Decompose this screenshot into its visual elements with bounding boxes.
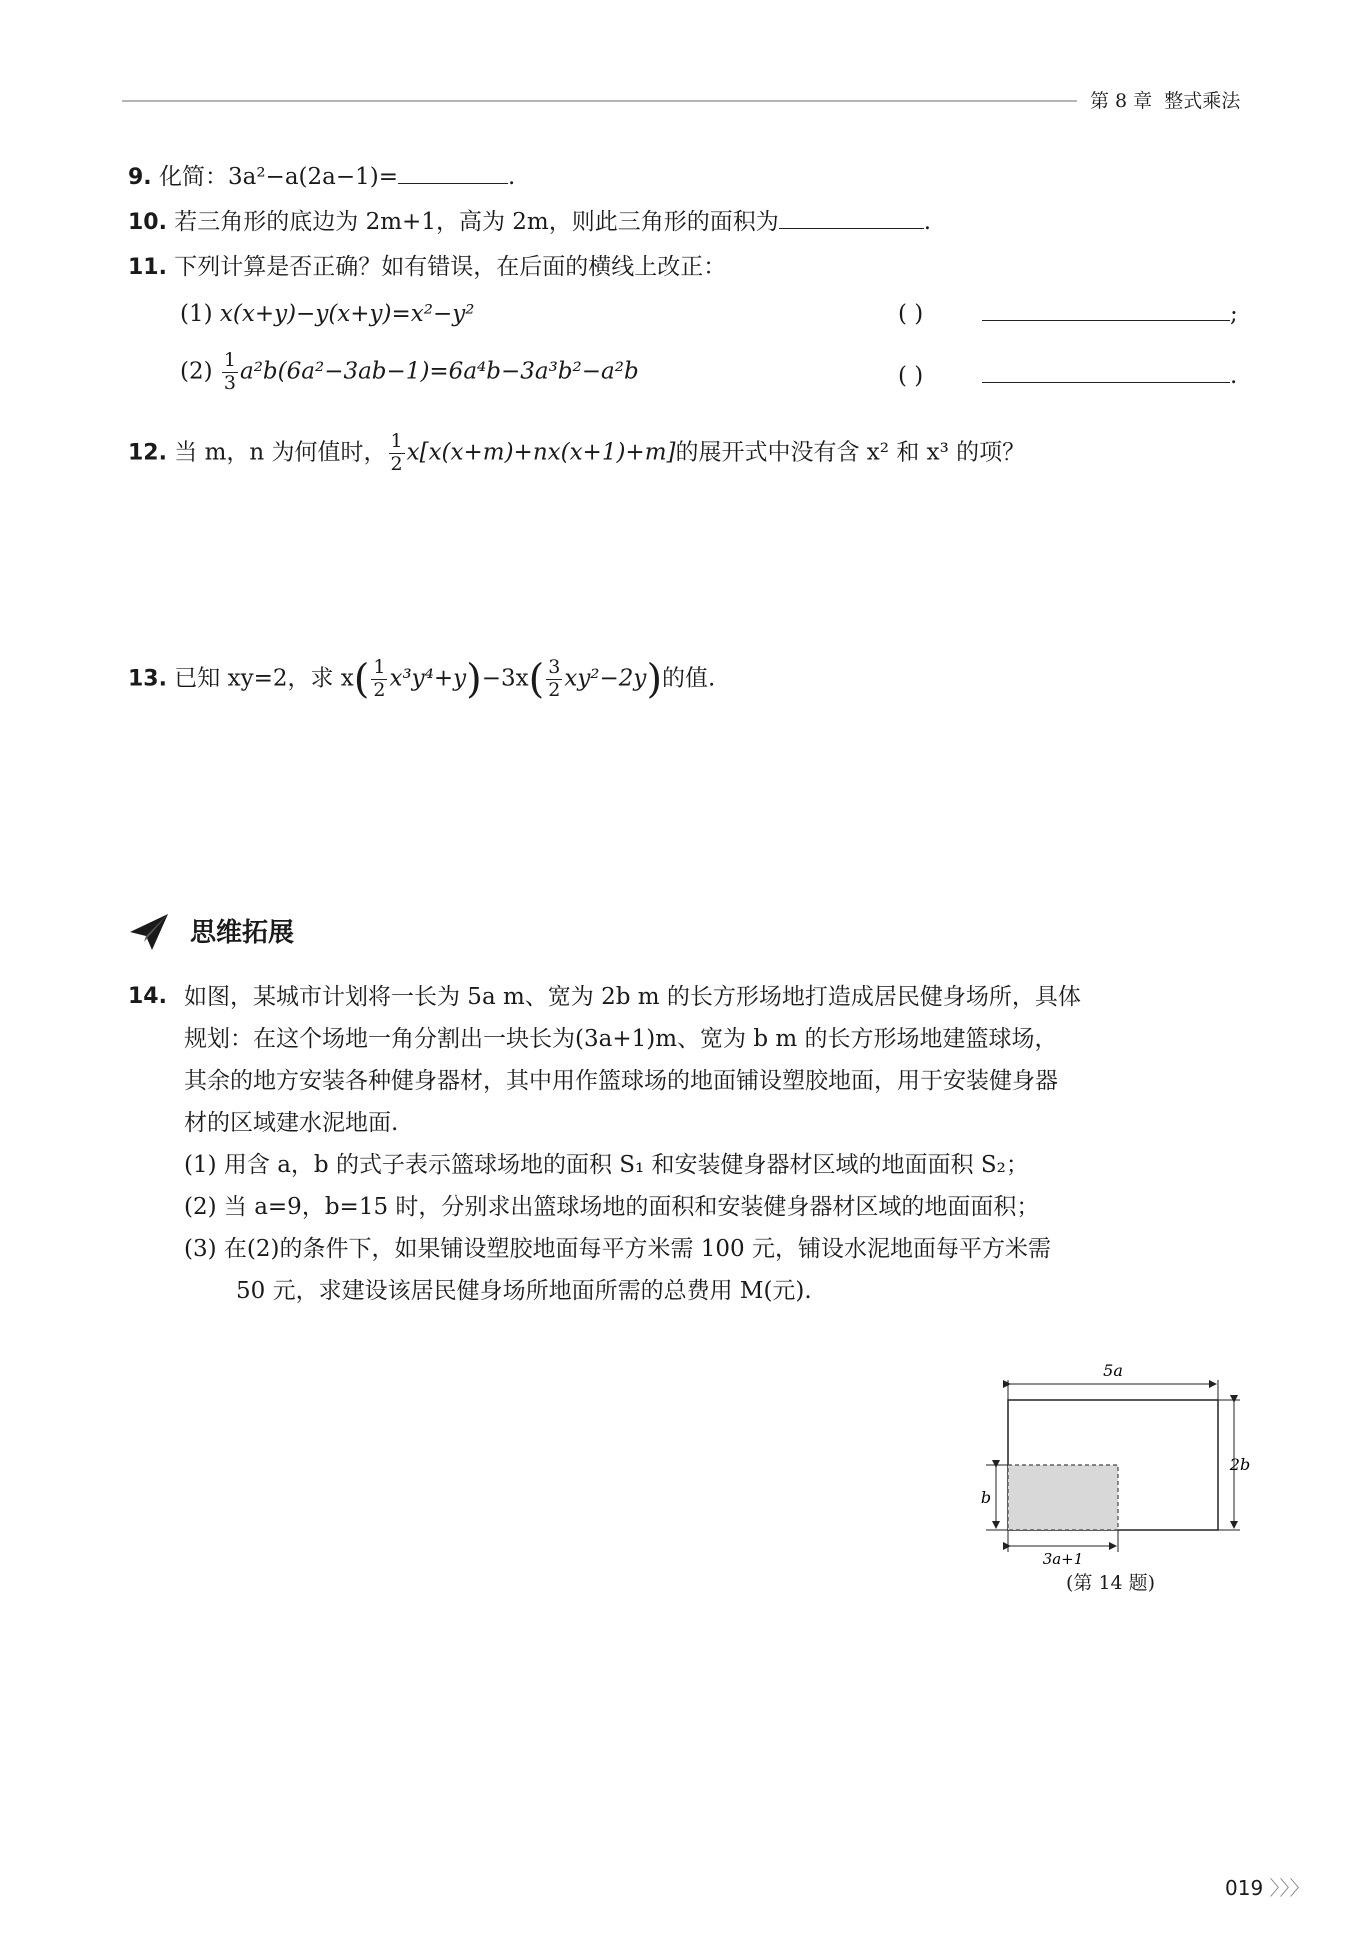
question-12 [128,431,1025,476]
expression: −3x [481,665,529,692]
chapter-title: 整式乘法 [1164,90,1241,112]
question-number: 11. [128,255,167,280]
item-expression: x(x+y)−y(x+y)=x²−y² [219,301,475,327]
figure-caption: (第 14 题) [1066,1572,1156,1594]
subquestion-2: (2) 当 a=9，b=15 时，分别求出篮球场地的面积和安装健身器材区域的地面面积； [184,1194,1040,1220]
question-text: 的值. [662,665,716,692]
denominator: 2 [390,452,403,475]
basketball-court-region [1008,1465,1118,1530]
question-number: 9. [128,165,152,190]
paragraph-line: 其余的地方安装各种健身器材，其中用作篮球场的地面铺设塑胶地面，用于安装健身器 [184,1068,1058,1094]
top-label: 5a [1103,1361,1123,1380]
answer-blank[interactable] [779,227,924,229]
question-number: 10. [128,210,167,235]
answer-blank[interactable] [398,182,508,184]
page-number-value: 019 [1225,1876,1264,1900]
item-expression: a²b(6a²−3ab−1)=6a⁴b−3a³b²−a²b [240,358,639,385]
correction-blank[interactable] [982,319,1230,321]
question-14-body [184,976,1254,1312]
q11-item-1 [180,303,474,326]
question-14-number [128,985,167,1008]
judgement-paren[interactable]: ( ) [898,363,924,389]
right-label: 2b [1229,1455,1251,1474]
correction-blank[interactable] [982,381,1230,383]
question-text: 当 m，n 为何值时， [174,439,387,466]
question-11 [128,256,726,279]
question-13 [128,657,715,702]
question-text: 已知 xy=2，求 x [174,665,354,692]
chevron-right-icon: 〉〉〉 [1269,1876,1310,1900]
header-rule [122,100,1077,102]
q11-item-1-judgement[interactable] [898,303,923,326]
punctuation: . [1230,363,1238,389]
q11-item-1-correction [982,303,1238,326]
numerator: 1 [373,656,386,678]
question-number: 13. [128,666,167,692]
expression: xy²−2y [564,665,647,692]
fraction [371,657,387,702]
period: . [923,209,932,235]
denominator: 2 [548,678,561,701]
numerator: 1 [390,430,403,452]
chapter-header [1090,86,1240,113]
question-text: 若三角形的底边为 2m+1，高为 2m，则此三角形的面积为 [174,209,779,235]
question-number: 14. [128,984,167,1009]
right-paren: ) [646,656,663,703]
fraction [389,431,405,476]
item-label: (1) [180,301,213,327]
q11-item-2-correction [982,365,1237,388]
punctuation: ; [1230,301,1238,327]
question-number: 12. [128,440,167,466]
numerator: 3 [548,656,561,678]
chapter-number: 第 8 章 [1090,90,1153,112]
paragraph-line: 材的区域建水泥地面. [184,1110,399,1136]
right-paren: ) [466,656,482,703]
subquestion-3: (3) 在(2)的条件下，如果铺设塑胶地面每平方米需 100 元，铺设水泥地面每平方米需 [184,1236,1051,1262]
expression: x³y⁴+y [389,665,467,692]
paragraph-line: 规划：在这个场地一角分割出一块长为(3a+1)m、宽为 b m 的长方形场地建篮球场， [184,1026,1058,1052]
bottom-label: 3a+1 [1042,1550,1084,1568]
paper-plane-icon [128,912,170,952]
fraction [222,350,238,395]
numerator: 1 [223,349,236,371]
expression: x[x(x+m)+nx(x+1)+m] [406,439,676,466]
subquestion-3-continued: 50 元，求建设该居民健身场所地面所需的总费用 M(元). [236,1278,812,1304]
rectangle-diagram [978,1360,1251,1568]
question-text: 的展开式中没有含 x² 和 x³ 的项？ [675,439,1026,466]
section-title: 思维拓展 [190,918,295,948]
denominator: 2 [373,678,386,701]
question-text: 化简：3a²−a(2a−1)= [158,164,399,190]
subquestion-1: (1) 用含 a，b 的式子表示篮球场地的面积 S₁ 和安装健身器材区域的地面面积 S₂； [184,1152,1029,1178]
item-label: (2) [180,358,213,385]
q11-item-2 [180,350,639,395]
q11-item-2-judgement[interactable] [898,365,923,388]
left-paren: ( [353,656,370,703]
judgement-paren[interactable]: ( ) [898,301,924,327]
question-9 [128,166,515,189]
question-10 [128,211,931,234]
left-paren: ( [528,656,545,703]
period: . [508,164,516,190]
denominator: 3 [223,371,236,394]
fraction [546,657,562,702]
page-number [1225,1872,1310,1901]
question-text: 下列计算是否正确？如有错误，在后面的横线上改正： [174,254,727,280]
left-label: b [980,1488,992,1507]
paragraph-line: 如图，某城市计划将一长为 5a m、宽为 2b m 的长方形场地打造成居民健身场所，具体 [184,984,1081,1010]
